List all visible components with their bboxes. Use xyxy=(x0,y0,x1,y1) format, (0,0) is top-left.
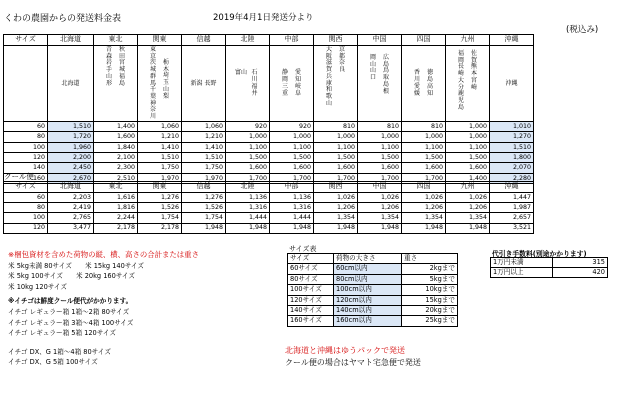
size-header-row xyxy=(288,254,458,264)
weight-cell: 2kgまで xyxy=(402,264,458,274)
header-cell: 九州 xyxy=(446,182,490,193)
header-cell: 中国 xyxy=(358,35,402,46)
price-cell: 1,000 xyxy=(226,132,270,142)
weight-cell: 15kgまで xyxy=(402,295,458,305)
header-cell: 四国 xyxy=(402,35,446,46)
price-cell: 1,354 xyxy=(358,213,402,223)
price-cell: 1,700 xyxy=(314,173,358,183)
price-cell: 1,750 xyxy=(182,163,226,173)
price-cell: 1,948 xyxy=(182,223,226,233)
size-cell: 120 xyxy=(4,152,48,162)
cod-fee-table xyxy=(490,257,608,278)
rice-size-line: 米 10kg 120サイズ xyxy=(8,282,68,291)
size-cell: 120サイズ xyxy=(288,295,334,305)
price-cell: 1,970 xyxy=(182,173,226,183)
fee-range-cell: 1万円未満 xyxy=(491,258,553,268)
table-row xyxy=(491,258,608,268)
dimension-cell: 160cm以内 xyxy=(334,316,402,326)
header-cell: 中国 xyxy=(358,182,402,193)
region-kansai-b: 京都奈良 xyxy=(338,46,345,74)
price-cell: 1,510 xyxy=(48,121,94,131)
table-row xyxy=(4,213,534,223)
price-cell: 1,000 xyxy=(446,132,490,142)
price-cell: 1,616 xyxy=(94,193,138,203)
price-cell: 1,600 xyxy=(226,163,270,173)
cool-section-title: クール便 xyxy=(4,172,34,181)
price-cell: 1,100 xyxy=(446,142,490,152)
price-cell: 1,510 xyxy=(182,152,226,162)
rice-size-line: 米 5kg 100サイズ 米 20kg 160サイズ xyxy=(8,272,136,281)
table-row xyxy=(4,121,534,131)
price-cell: 810 xyxy=(314,121,358,131)
price-cell: 1,526 xyxy=(182,203,226,213)
price-cell: 1,206 xyxy=(314,203,358,213)
price-cell: 1,210 xyxy=(182,132,226,142)
price-cell: 1,136 xyxy=(270,193,314,203)
header-cell: 沖縄 xyxy=(490,35,534,46)
price-cell: 1,276 xyxy=(138,193,182,203)
price-cell: 1,270 xyxy=(490,132,534,142)
price-cell: 1,000 xyxy=(402,132,446,142)
price-cell: 2,203 xyxy=(48,193,94,203)
size-cell: 100サイズ xyxy=(288,285,334,295)
price-cell: 1,354 xyxy=(314,213,358,223)
region-shinetsu-b: 長野 xyxy=(204,79,217,87)
price-cell: 1,510 xyxy=(490,142,534,152)
region-kanto xyxy=(138,46,182,122)
price-cell: 1,948 xyxy=(358,223,402,233)
strawberry-line: イチゴ レギュラー箱 3箱～4箱 100サイズ xyxy=(8,318,134,327)
price-cell: 1,100 xyxy=(226,142,270,152)
effective-date: 2019年4月1日発送分より xyxy=(213,13,314,23)
price-cell: 1,816 xyxy=(94,203,138,213)
size-cell: 60 xyxy=(4,121,48,131)
packing-notes xyxy=(8,250,199,368)
header-cell: 荷物の大きさ xyxy=(334,254,402,264)
price-cell: 2,244 xyxy=(94,213,138,223)
price-cell: 1,210 xyxy=(138,132,182,142)
price-cell: 2,450 xyxy=(48,163,94,173)
header-cell: 関西 xyxy=(314,35,358,46)
size-cell: 160 xyxy=(4,173,48,183)
price-cell: 1,000 xyxy=(270,132,314,142)
price-cell: 920 xyxy=(226,121,270,131)
region-shikoku-a: 香川愛媛 xyxy=(413,69,420,97)
header-cell: 関西 xyxy=(314,182,358,193)
price-cell: 1,500 xyxy=(314,152,358,162)
price-cell: 1,754 xyxy=(138,213,182,223)
price-cell: 2,100 xyxy=(94,152,138,162)
price-cell: 2,765 xyxy=(48,213,94,223)
table-row xyxy=(4,152,534,162)
strawberry-line: イチゴ レギュラー箱 1箱～2箱 80サイズ xyxy=(8,307,130,316)
region-chugoku-a: 岡山山口 xyxy=(369,54,376,82)
price-cell: 2,178 xyxy=(94,223,138,233)
region-kanto-a: 東京茨城群馬千葉神奈川 xyxy=(149,46,156,121)
header-cell: 九州 xyxy=(446,35,490,46)
region-tohoku-b: 秋田宮城福島 xyxy=(118,46,125,87)
fee-range-cell: 1万円以上 xyxy=(491,268,553,278)
size-cell: 140 xyxy=(4,163,48,173)
price-cell: 1,700 xyxy=(226,173,270,183)
table-row xyxy=(4,132,534,142)
rice-size-line: 米 5kg未満 80サイズ 米 15kg 140サイズ xyxy=(8,261,145,270)
price-cell: 1,410 xyxy=(138,142,182,152)
strawberry-heading: ※イチゴは鮮度クール便代がかかります。 xyxy=(8,297,133,306)
price-cell: 1,400 xyxy=(94,121,138,131)
header-cell: 北陸 xyxy=(226,35,270,46)
tax-note: (税込み) xyxy=(566,25,599,35)
price-cell: 1,010 xyxy=(490,121,534,131)
price-cell: 3,477 xyxy=(48,223,94,233)
cod-fee-title: 代引き手数料(別途かかります) xyxy=(492,250,587,258)
yamato-note: クール便の場合はヤマト宅急便で発送 xyxy=(285,358,421,367)
price-cell: 1,500 xyxy=(270,152,314,162)
header-cell: 信越 xyxy=(182,182,226,193)
price-cell: 1,948 xyxy=(226,223,270,233)
price-cell: 1,206 xyxy=(358,203,402,213)
price-cell: 1,100 xyxy=(402,142,446,152)
size-cell: 80 xyxy=(4,203,48,213)
table-row xyxy=(4,142,534,152)
header-cell: サイズ xyxy=(4,35,48,46)
region-kansai xyxy=(314,46,358,122)
price-cell: 1,600 xyxy=(270,163,314,173)
size-cell: 60 xyxy=(4,193,48,203)
price-cell: 2,070 xyxy=(490,163,534,173)
header-cell: 関東 xyxy=(138,182,182,193)
dimension-cell: 100cm以内 xyxy=(334,285,402,295)
price-cell: 1,600 xyxy=(314,163,358,173)
price-cell: 1,500 xyxy=(446,152,490,162)
header-cell: 沖縄 xyxy=(490,182,534,193)
normal-header-row xyxy=(4,35,534,46)
size-cell: 80サイズ xyxy=(288,274,334,284)
dimension-cell: 120cm以内 xyxy=(334,295,402,305)
price-cell: 2,200 xyxy=(48,152,94,162)
price-cell: 1,526 xyxy=(138,203,182,213)
region-kyushu-b: 佐賀熊本宮崎 xyxy=(470,50,477,91)
size-cell: 100 xyxy=(4,213,48,223)
fee-amount-cell: 315 xyxy=(553,258,608,268)
price-cell: 1,840 xyxy=(94,142,138,152)
price-cell: 1,948 xyxy=(402,223,446,233)
price-cell: 1,060 xyxy=(182,121,226,131)
price-cell: 810 xyxy=(358,121,402,131)
size-table xyxy=(287,253,458,327)
price-cell: 1,720 xyxy=(48,132,94,142)
price-cell: 1,000 xyxy=(358,132,402,142)
size-cell: 60サイズ xyxy=(288,264,334,274)
page-title: くわの農園からの発送料金表 xyxy=(4,14,122,24)
normal-shipping-table xyxy=(3,34,534,184)
price-cell: 1,060 xyxy=(138,121,182,131)
dimension-cell: 80cm以内 xyxy=(334,274,402,284)
table-row xyxy=(288,264,458,274)
price-cell: 1,100 xyxy=(314,142,358,152)
price-cell: 1,600 xyxy=(402,163,446,173)
price-cell: 1,500 xyxy=(358,152,402,162)
region-shikoku xyxy=(402,46,446,122)
price-cell: 1,800 xyxy=(490,152,534,162)
price-cell: 1,136 xyxy=(226,193,270,203)
header-cell: 北海道 xyxy=(48,35,94,46)
price-cell: 810 xyxy=(402,121,446,131)
size-cell: 100 xyxy=(4,142,48,152)
header-cell: 東北 xyxy=(94,182,138,193)
price-cell: 1,447 xyxy=(490,193,534,203)
price-cell: 2,280 xyxy=(490,173,534,183)
region-kyushu xyxy=(446,46,490,122)
region-shinetsu xyxy=(182,46,226,122)
price-cell: 1,754 xyxy=(182,213,226,223)
region-chugoku xyxy=(358,46,402,122)
region-hokuriku xyxy=(226,46,270,122)
weight-cell: 10kgまで xyxy=(402,285,458,295)
region-hokuriku-b: 石川福井 xyxy=(251,69,258,97)
strawberry-line-blank xyxy=(8,339,199,347)
price-cell: 1,276 xyxy=(182,193,226,203)
region-shinetsu-a: 新潟 xyxy=(190,79,203,87)
header-cell: 東北 xyxy=(94,35,138,46)
price-cell: 1,700 xyxy=(402,173,446,183)
price-cell: 1,500 xyxy=(402,152,446,162)
price-cell: 1,960 xyxy=(48,142,94,152)
price-cell: 1,354 xyxy=(446,213,490,223)
cool-shipping-table xyxy=(3,181,534,234)
price-cell: 1,206 xyxy=(446,203,490,213)
header-cell: 中部 xyxy=(270,35,314,46)
size-cell: 80 xyxy=(4,132,48,142)
region-chubu xyxy=(270,46,314,122)
price-cell: 2,657 xyxy=(490,213,534,223)
price-cell: 1,316 xyxy=(270,203,314,213)
table-row xyxy=(288,285,458,295)
price-cell: 1,410 xyxy=(182,142,226,152)
region-kansai-a: 大阪滋賀兵庫和歌山 xyxy=(325,46,332,107)
strawberry-line: イチゴ DX、G 5箱 100サイズ xyxy=(8,358,98,367)
table-row xyxy=(491,268,608,278)
size-cell: 120 xyxy=(4,223,48,233)
price-cell: 1,316 xyxy=(226,203,270,213)
region-chubu-b: 愛知岐阜 xyxy=(294,69,301,97)
price-cell: 2,300 xyxy=(94,163,138,173)
header-cell: 中部 xyxy=(270,182,314,193)
region-hokuriku-a: 富山 xyxy=(234,69,247,77)
price-cell: 1,700 xyxy=(270,173,314,183)
region-cell-empty xyxy=(4,46,48,122)
strawberry-line: イチゴ レギュラー箱 5箱 120サイズ xyxy=(8,329,116,338)
table-row xyxy=(4,163,534,173)
region-kyushu-a: 福岡長崎大分鹿児島 xyxy=(457,50,464,111)
price-cell: 1,026 xyxy=(314,193,358,203)
price-cell: 1,026 xyxy=(358,193,402,203)
header-cell: サイズ xyxy=(288,254,334,264)
table-row xyxy=(288,305,458,315)
header-cell: 信越 xyxy=(182,35,226,46)
region-row xyxy=(4,46,534,122)
cool-header-row xyxy=(4,182,534,193)
table-row xyxy=(288,316,458,326)
table-row xyxy=(288,274,458,284)
price-cell: 3,521 xyxy=(490,223,534,233)
price-cell: 1,000 xyxy=(446,121,490,131)
price-cell: 1,987 xyxy=(490,203,534,213)
strawberry-line: イチゴ DX、G 1箱～4箱 80サイズ xyxy=(8,347,111,356)
dimension-cell: 140cm以内 xyxy=(334,305,402,315)
table-row xyxy=(4,203,534,213)
table-row xyxy=(4,223,534,233)
price-cell: 920 xyxy=(270,121,314,131)
price-cell: 1,600 xyxy=(358,163,402,173)
header-cell: 北海道 xyxy=(48,182,94,193)
header-cell: 北陸 xyxy=(226,182,270,193)
price-cell: 1,400 xyxy=(446,173,490,183)
price-cell: 1,100 xyxy=(270,142,314,152)
header-cell: 関東 xyxy=(138,35,182,46)
header-cell: 四国 xyxy=(402,182,446,193)
region-shikoku-b: 徳島高知 xyxy=(426,69,433,97)
price-cell: 1,700 xyxy=(358,173,402,183)
price-cell: 1,948 xyxy=(314,223,358,233)
price-cell: 1,000 xyxy=(314,132,358,142)
price-cell: 1,948 xyxy=(446,223,490,233)
region-hokkaido: 北海道 xyxy=(48,46,94,122)
weight-cell: 25kgまで xyxy=(402,316,458,326)
price-cell: 1,750 xyxy=(138,163,182,173)
yupack-note: 北海道と沖縄はゆうパックで発送 xyxy=(285,346,405,355)
region-tohoku xyxy=(94,46,138,122)
header-cell: サイズ xyxy=(4,182,48,193)
price-cell: 1,970 xyxy=(138,173,182,183)
table-row xyxy=(4,193,534,203)
price-cell: 1,510 xyxy=(138,152,182,162)
fee-amount-cell: 420 xyxy=(553,268,608,278)
price-cell: 1,600 xyxy=(94,132,138,142)
price-cell: 1,948 xyxy=(270,223,314,233)
region-chubu-a: 静岡三重 xyxy=(281,69,288,97)
price-cell: 1,026 xyxy=(402,193,446,203)
region-okinawa: 沖縄 xyxy=(490,46,534,122)
price-cell: 1,026 xyxy=(446,193,490,203)
region-kanto-b: 栃木埼玉山梨 xyxy=(162,59,169,100)
region-chugoku-b: 広島鳥取島根 xyxy=(382,54,389,95)
price-cell: 1,600 xyxy=(446,163,490,173)
weight-cell: 5kgまで xyxy=(402,274,458,284)
dimension-cell: 60cm以内 xyxy=(334,264,402,274)
price-cell: 2,419 xyxy=(48,203,94,213)
size-table-title: サイズ表 xyxy=(289,245,317,253)
price-cell: 1,500 xyxy=(226,152,270,162)
price-cell: 2,510 xyxy=(94,173,138,183)
price-cell: 1,100 xyxy=(358,142,402,152)
weight-cell: 20kgまで xyxy=(402,305,458,315)
header-cell: 重さ xyxy=(402,254,458,264)
price-cell: 2,670 xyxy=(48,173,94,183)
size-cell: 160サイズ xyxy=(288,316,334,326)
price-cell: 2,178 xyxy=(138,223,182,233)
packing-heading: ※梱包資材を含めた荷物の縦、横、高さの合計または重さ xyxy=(8,250,199,259)
price-cell: 1,354 xyxy=(402,213,446,223)
price-cell: 1,444 xyxy=(270,213,314,223)
price-cell: 1,206 xyxy=(402,203,446,213)
price-cell: 1,444 xyxy=(226,213,270,223)
table-row xyxy=(288,295,458,305)
region-tohoku-a: 青森岩手山形 xyxy=(105,46,112,87)
size-cell: 140サイズ xyxy=(288,305,334,315)
